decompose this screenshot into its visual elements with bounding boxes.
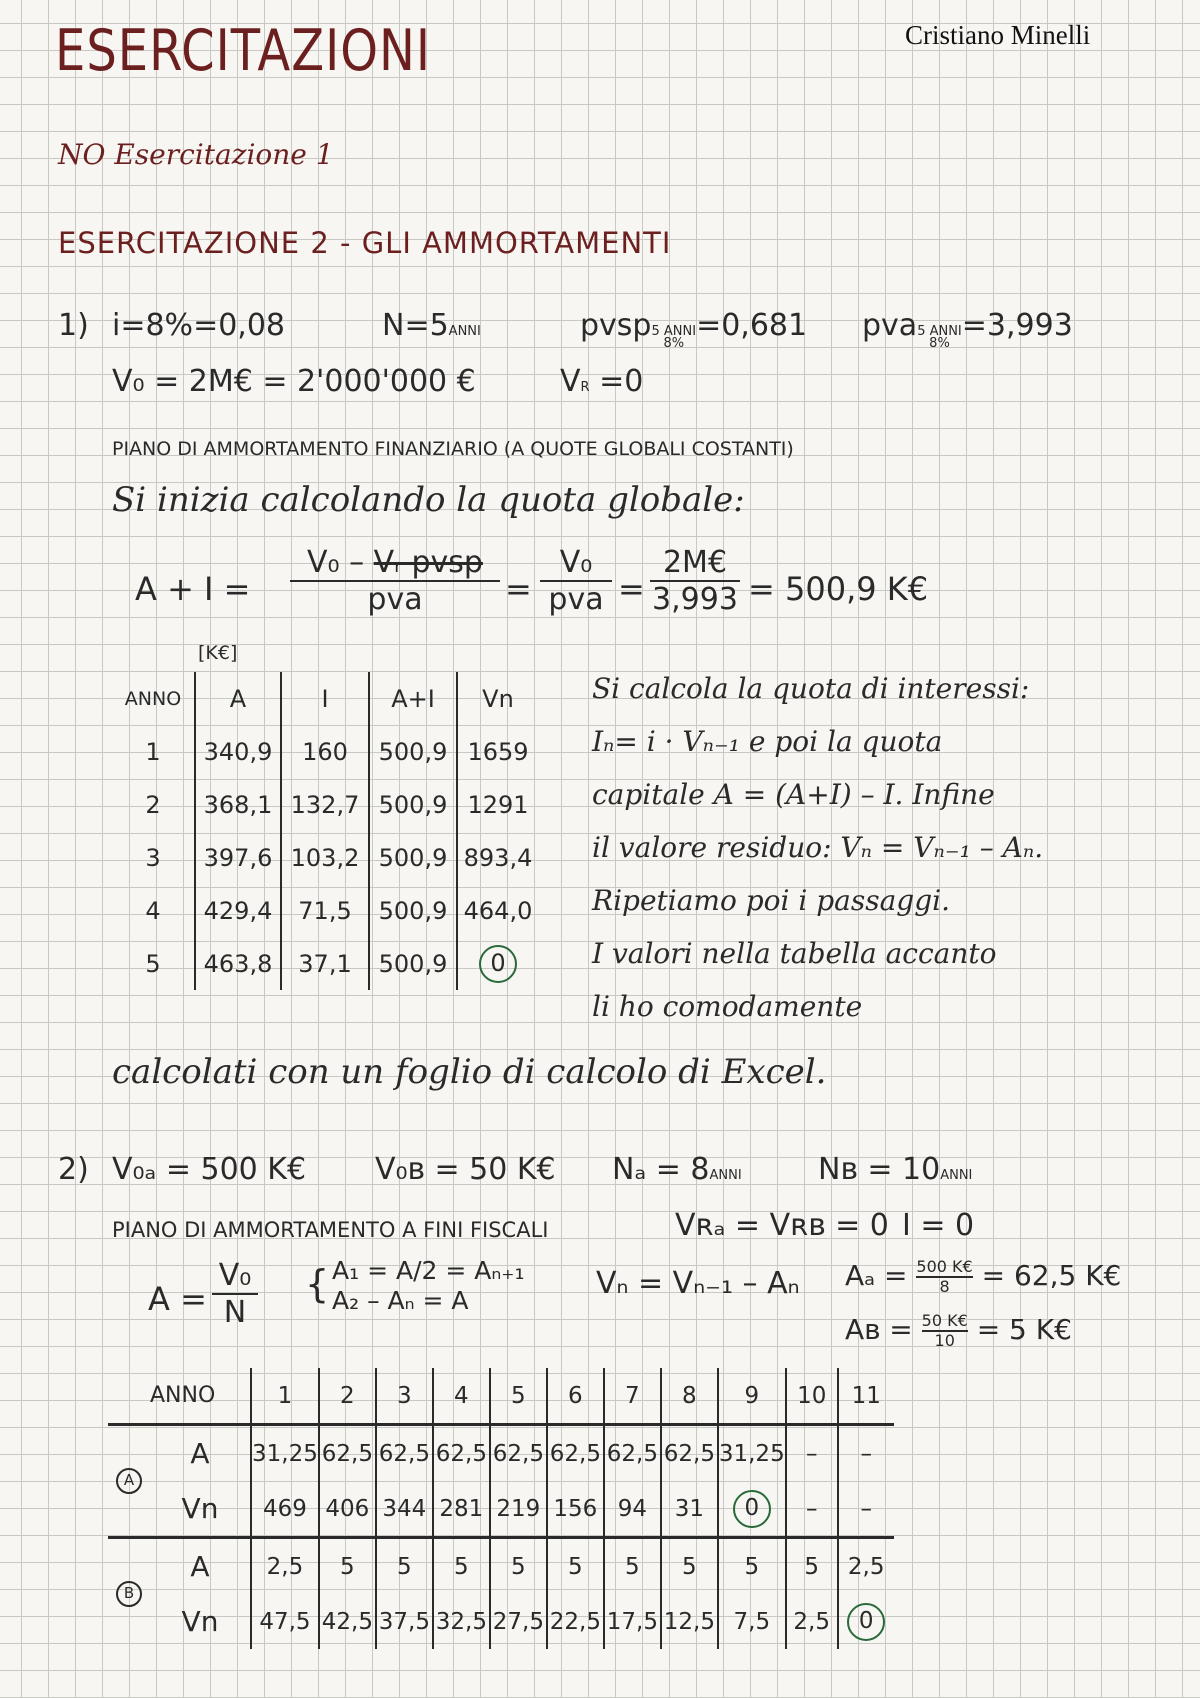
amortization-table [112,672,538,990]
table-row [112,884,538,937]
cell [718,1481,786,1538]
table-row [112,831,538,884]
year: 2 [319,1368,376,1425]
note-line: li ho comodamente [592,990,863,1023]
col-anno: ANNO [124,687,182,710]
cell: 1 [145,737,161,766]
year: 8 [661,1368,718,1425]
group-a-label: A [108,1425,150,1538]
cell: 17,5 [604,1594,661,1649]
cell: 71,5 [281,884,369,937]
eq-lhs: A + I = [135,570,251,608]
p1-intro: Si inizia calcolando la quota globale: [112,480,745,520]
system-brace: { [305,1262,330,1306]
p2-v0a: V₀ₐ = 500 K€ [112,1152,307,1187]
cell: 397,6 [195,831,281,884]
page-title: ESERCITAZIONI [55,18,432,85]
cell: 368,1 [195,778,281,831]
cell: 429,4 [195,884,281,937]
note-line: il valore residuo: Vₙ = Vₙ₋₁ – Aₙ. [592,831,1044,864]
eq-sign-1: = [505,570,532,608]
cell: 340,9 [195,725,281,778]
cell: 32,5 [433,1594,490,1649]
col-anno: ANNO [150,1383,216,1408]
table-row [112,725,538,778]
col-i: I [281,672,369,725]
p1-years: N=5ANNI [382,308,481,343]
year: 3 [376,1368,433,1425]
p1-pvsp: pvsp 5 ANNI 8% =0,681 [580,308,808,351]
cell: 1659 [457,725,538,778]
cell: 103,2 [281,831,369,884]
cell: 406 [319,1481,376,1538]
cell: 469 [251,1481,319,1538]
cell: 5 [376,1538,433,1595]
row-label: Vn [181,1492,219,1525]
cell: – [786,1425,838,1482]
cell: 132,7 [281,778,369,831]
group-b-label: B [108,1538,150,1650]
cell: 500,9 [369,725,457,778]
eq-fraction-3: 2M€ 3,993 [650,545,740,617]
p1-plan-heading: PIANO DI AMMORTAMENTO FINANZIARIO (A QUOTE GLOBALI COSTANTI) [112,438,794,460]
cell: 62,5 [433,1425,490,1482]
cell: 62,5 [376,1425,433,1482]
cell: 62,5 [604,1425,661,1482]
year: 9 [718,1368,786,1425]
author-name: Cristiano Minelli [905,20,1091,50]
cell: – [838,1481,894,1538]
cell: 1291 [457,778,538,831]
p1-interest-rate: i=8%=0,08 [112,308,285,343]
eq-sign-2: = [618,570,645,608]
note-line: Si calcola la quota di interessi: [592,672,1030,705]
p2-v0b: V₀ʙ = 50 K€ [375,1152,556,1187]
cell: 5 [661,1538,718,1595]
cell: 5 [604,1538,661,1595]
cell: 62,5 [661,1425,718,1482]
cell: 5 [490,1538,547,1595]
p2-system: A₁ = A/2 = Aₙ₊₁ A₂ – Aₙ = A [332,1256,525,1315]
cell: 47,5 [251,1594,319,1649]
p1-notes [592,662,1043,1033]
cell: 160 [281,725,369,778]
cell: 7,5 [718,1594,786,1649]
year: 6 [547,1368,604,1425]
p1-pva: pva 5 ANNI 8% =3,993 [862,308,1073,351]
cell: 5 [145,949,161,978]
eq-fraction-2: V₀ pva [540,545,612,617]
p2-a-fraction: V₀ N [212,1258,258,1330]
cell: 156 [547,1481,604,1538]
cell: 31,25 [718,1425,786,1482]
row-label: A [150,1538,251,1595]
year: 10 [786,1368,838,1425]
cell: 500,9 [369,831,457,884]
cell: 463,8 [195,937,281,990]
cell: 12,5 [661,1594,718,1649]
cell: 5 [547,1538,604,1595]
cell: 31 [661,1481,718,1538]
table-header-row [112,672,538,725]
table-row [108,1538,894,1595]
row-label: Vn [181,1605,219,1638]
cell: 219 [490,1481,547,1538]
p2-residual: Vʀₐ = Vʀʙ = 0 [675,1208,889,1243]
table-row [112,937,538,990]
p2-ab: Aʙ = $\frac{50 K€}{10}$ = 5 K€ [845,1311,1072,1350]
cell: 31,25 [251,1425,319,1482]
note-line: Iₙ= i · Vₙ₋₁ e poi la quota [592,725,943,758]
table-row [108,1594,894,1649]
table-row [108,1481,894,1538]
cell: 500,9 [369,937,457,990]
cell: 4 [145,896,161,925]
cell: 22,5 [547,1594,604,1649]
note-line: capitale A = (A+I) – I. Infine [592,778,995,811]
cell: 2,5 [786,1594,838,1649]
cell: – [786,1481,838,1538]
eq-fraction-1: V₀ – Vᵣ pvsp pva [290,545,500,617]
eq-result: = 500,9 K€ [748,570,929,608]
year: 5 [490,1368,547,1425]
col-a: A [195,672,281,725]
zero-circle: 0 [847,1603,885,1641]
cell [838,1594,894,1649]
cell: 5 [319,1538,376,1595]
cell: 2 [145,790,161,819]
cell: 5 [718,1538,786,1595]
fiscal-amortization-table [108,1368,894,1649]
t1-unit: [K€] [198,642,238,664]
table-row [108,1425,894,1482]
year: 11 [838,1368,894,1425]
cell: 2,5 [838,1538,894,1595]
p2-interest: I = 0 [902,1208,975,1243]
year: 1 [251,1368,319,1425]
table-row [112,778,538,831]
p1-notes-tail: calcolati con un foglio di calcolo di Excel. [112,1052,827,1092]
cell: 37,5 [376,1594,433,1649]
cell: 27,5 [490,1594,547,1649]
cell: 464,0 [457,884,538,937]
col-a-plus-i: A+I [369,672,457,725]
p2-vn-formula: Vₙ = Vₙ₋₁ – Aₙ [596,1266,800,1301]
exercise-2-title: ESERCITAZIONE 2 - GLI AMMORTAMENTI [58,226,672,260]
cell: 500,9 [369,884,457,937]
p1-number: 1) [58,308,89,343]
p1-residual-value: VR =0 [560,364,644,399]
cell: 5 [786,1538,838,1595]
year: 4 [433,1368,490,1425]
table-header-row [108,1368,894,1425]
col-vn: Vn [457,672,538,725]
cell: 42,5 [319,1594,376,1649]
cell: 37,1 [281,937,369,990]
p2-number: 2) [58,1152,89,1187]
cell: 344 [376,1481,433,1538]
exercise-1-note: NO Esercitazione 1 [58,138,334,171]
cell: 62,5 [490,1425,547,1482]
note-line: I valori nella tabella accanto [592,937,997,970]
cell: 500,9 [369,778,457,831]
cell: 281 [433,1481,490,1538]
p2-a-lhs: A = [148,1280,207,1318]
zero-circle: 0 [733,1490,771,1528]
cell: – [838,1425,894,1482]
p2-na: Nₐ = 8ANNI [612,1152,742,1187]
cell: 62,5 [319,1425,376,1482]
cell: 62,5 [547,1425,604,1482]
p1-initial-value: V₀ = 2M€ = 2'000'000 € [112,364,476,399]
cell: 2,5 [251,1538,319,1595]
zero-circle: 0 [479,945,517,983]
row-label: A [150,1425,251,1482]
cell: 94 [604,1481,661,1538]
cell: 893,4 [457,831,538,884]
cell [457,937,538,990]
p2-aa: Aₐ = $\frac{500 K€}{8}$ = 62,5 K€ [845,1257,1122,1296]
cell: 3 [145,843,161,872]
year: 7 [604,1368,661,1425]
p2-nb: Nʙ = 10ANNI [818,1152,973,1187]
note-line: Ripetiamo poi i passaggi. [592,884,950,917]
cell: 5 [433,1538,490,1595]
p2-plan-heading: PIANO DI AMMORTAMENTO A FINI FISCALI [112,1218,549,1242]
